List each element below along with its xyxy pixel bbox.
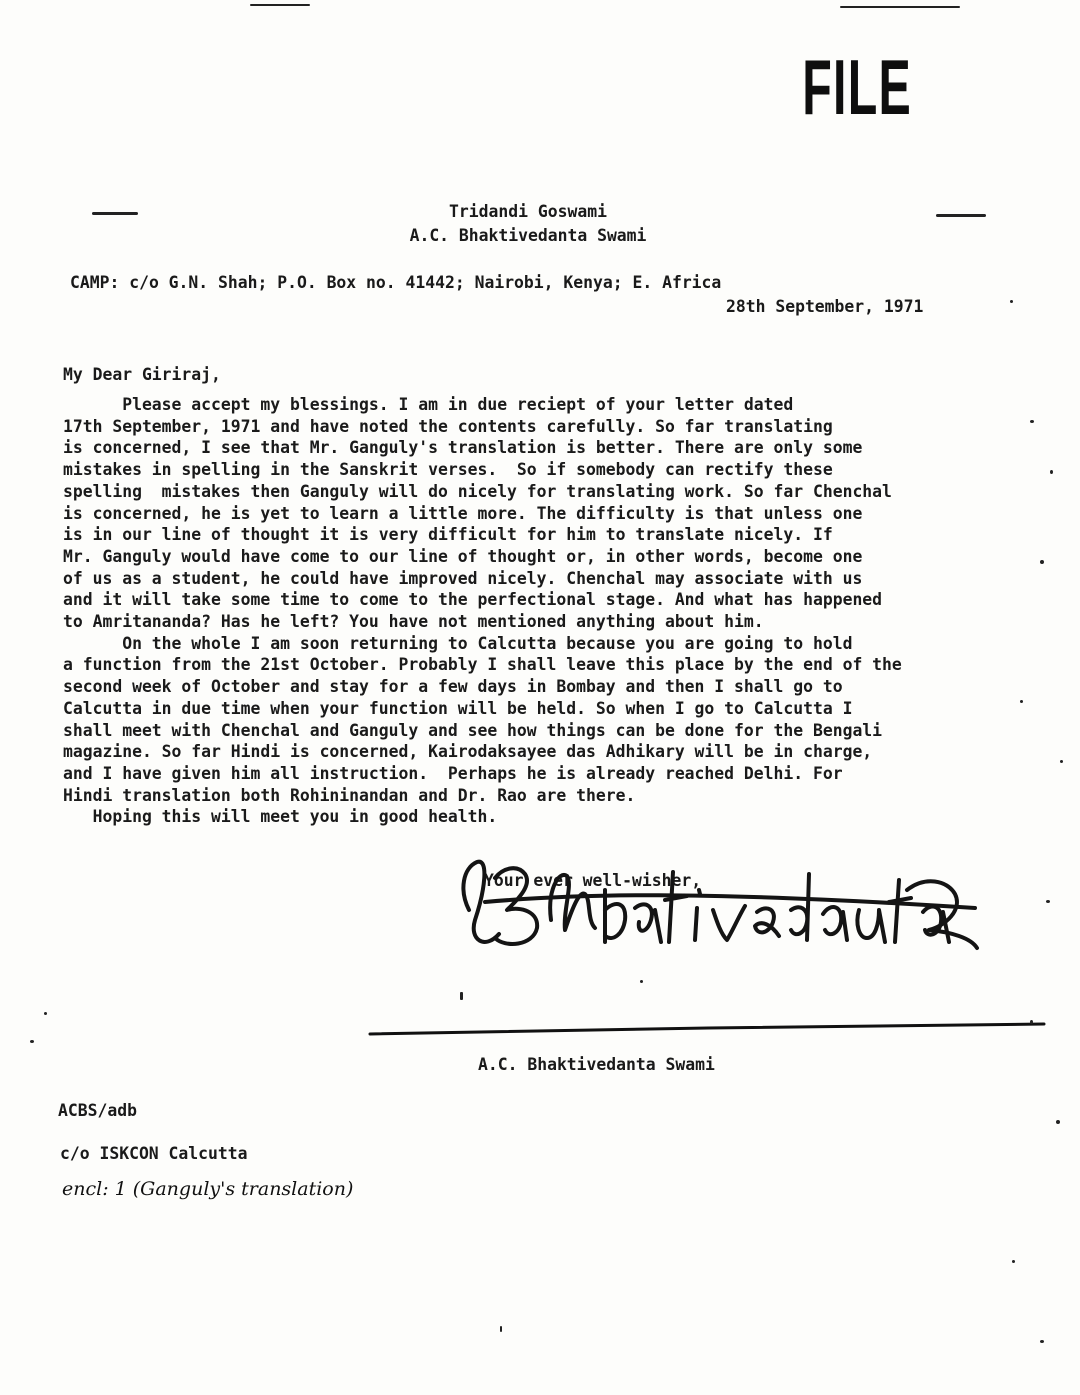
initials: ACBS/adb bbox=[58, 1101, 137, 1120]
body-line: On the whole I am soon returning to Calcutta because you are going to hold bbox=[63, 633, 853, 653]
letter-date: 28th September, 1971 bbox=[726, 297, 924, 316]
body-line: to Amritananda? Has he left? You have not mentioned anything about him. bbox=[63, 612, 764, 632]
file-stamp: FILE bbox=[802, 43, 912, 131]
camp-address: CAMP: c/o G.N. Shah; P.O. Box no. 41442; Nairobi, Kenya; E. Africa bbox=[70, 273, 722, 292]
signature-underline bbox=[368, 1020, 1048, 1050]
body-line: Mr. Ganguly would have come to our line of thought or, in other words, become one bbox=[63, 546, 863, 566]
body-line: a function from the 21st October. Probably I shall leave this place by the end of the bbox=[63, 655, 902, 675]
body-line: mistakes in spelling in the Sanskrit verses. So if somebody can rectify these bbox=[63, 460, 833, 480]
body-line: magazine. So far Hindi is concerned, Kairodaksayee das Adhikary will be in charge, bbox=[63, 742, 873, 762]
body-line: Please accept my blessings. I am in due reciept of your letter dated bbox=[63, 395, 794, 414]
body-line: 17th September, 1971 and have noted the contents carefully. So far translating bbox=[63, 416, 833, 436]
signature-name: A.C. Bhaktivedanta Swami bbox=[478, 1055, 715, 1074]
letterhead-name: A.C. Bhaktivedanta Swami bbox=[409, 226, 647, 245]
carbon-copy: c/o ISKCON Calcutta bbox=[60, 1144, 248, 1163]
body-line: and I have given him all instruction. Perhaps he is already reached Delhi. For bbox=[63, 763, 843, 783]
letterhead-title: Tridandi Goswami bbox=[449, 202, 607, 221]
body-line: is concerned, he is yet to learn a little more. The difficulty is that unless one bbox=[63, 503, 863, 523]
body-line: shall meet with Chenchal and Ganguly and see how things can be done for the Bengali bbox=[63, 720, 883, 740]
body-line: and it will take some time to come to the perfectional stage. And what has happened bbox=[63, 590, 883, 610]
body-line: of us as a student, he could have improved nicely. Chenchal may associate with us bbox=[63, 568, 863, 588]
salutation: My Dear Giriraj, bbox=[63, 365, 221, 384]
body-line: second week of October and stay for a few days in Bombay and then I shall go to bbox=[63, 677, 843, 697]
body-line: spelling mistakes then Ganguly will do nicely for translating work. So far Chenchal bbox=[63, 481, 892, 501]
closing: Your ever well-wisher, bbox=[484, 871, 702, 890]
handwritten-signature bbox=[455, 850, 985, 960]
enclosure-note: encl: 1 (Ganguly's translation) bbox=[62, 1178, 354, 1200]
body-line: is in our line of thought it is very difficult for him to translate nicely. If bbox=[63, 525, 833, 545]
body-line: Hindi translation both Rohininandan and Dr. Rao are there. bbox=[63, 785, 636, 805]
body-line: Hoping this will meet you in good health. bbox=[63, 807, 498, 827]
body-line: Calcutta in due time when your function will be held. So when I go to Calcutta I bbox=[63, 698, 853, 718]
letter-body bbox=[63, 394, 1033, 828]
body-line: is concerned, I see that Mr. Ganguly's translation is better. There are only some bbox=[63, 438, 863, 458]
